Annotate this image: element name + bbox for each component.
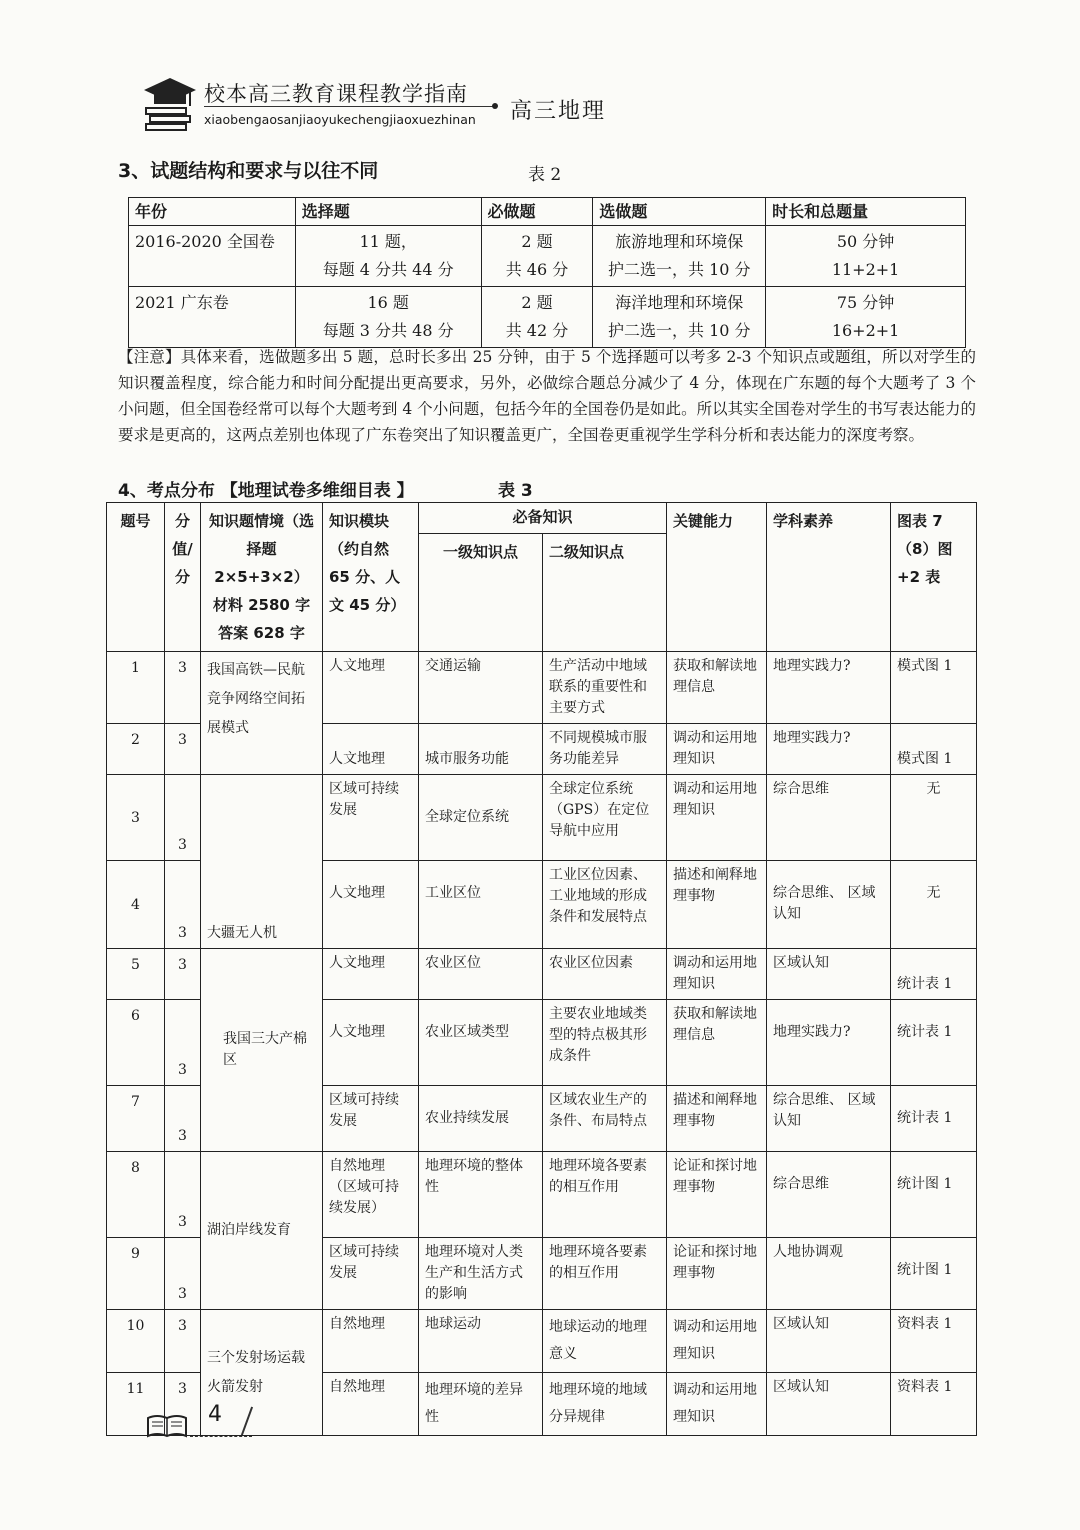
guide-title: 校本高三教育课程教学指南 (204, 82, 468, 106)
chart-cell: 无 (891, 775, 977, 861)
table3-label: 表 3 (498, 481, 533, 501)
question-score: 3 (165, 949, 201, 1000)
col-header-chart: 图表 7（8）图+2 表 (891, 503, 977, 652)
module-cell: 自然地理 (323, 1310, 419, 1373)
optional-line2: 护二选一，共 10 分 (608, 321, 751, 340)
table-header-row (129, 198, 966, 226)
exam-structure-table (128, 197, 966, 348)
level2-cell: 地理环境各要素的相互作用 (543, 1152, 667, 1238)
module-cell: 区域可持续发展 (323, 1238, 419, 1310)
level2-cell: 地理环境各要素的相互作用 (543, 1238, 667, 1310)
question-score: 3 (165, 1152, 201, 1238)
table-row (107, 775, 977, 861)
level2-cell: 主要农业地域类型的特点极其形成条件 (543, 1000, 667, 1086)
optional-cell (593, 226, 766, 287)
question-score: 3 (165, 724, 201, 775)
ability-cell: 描述和阐释地理事物 (667, 1086, 767, 1152)
mc-cell (295, 226, 481, 287)
ability-cell: 调动和运用地理知识 (667, 775, 767, 861)
required-score: 共 46 分 (505, 260, 569, 279)
module-cell: 人文地理 (323, 652, 419, 724)
chart-cell: 资料表 1 (891, 1373, 977, 1436)
table-row (129, 226, 966, 287)
duration-cell (766, 287, 966, 348)
col-header-required: 必做题 (481, 198, 593, 226)
question-score: 3 (165, 1373, 201, 1436)
col-header-year: 年份 (129, 198, 296, 226)
table-row (107, 1310, 977, 1373)
level1-cell: 全球定位系统 (419, 775, 543, 861)
situation-cell: 三个发射场运载火箭发射 (201, 1310, 323, 1436)
module-cell: 人文地理 (323, 949, 419, 1000)
subject-label: 高三地理 (510, 99, 607, 124)
col-header-situation: 知识题情境（选择题 2×5+3×2）材料 2580 字 答案 628 字 (201, 503, 323, 652)
table-header-row (107, 503, 977, 534)
ability-cell: 获取和解读地理信息 (667, 652, 767, 724)
question-no: 6 (107, 1000, 165, 1086)
question-score: 3 (165, 775, 201, 861)
level1-cell: 农业持续发展 (419, 1086, 543, 1152)
ability-cell: 论证和探讨地理事物 (667, 1152, 767, 1238)
module-cell: 区域可持续发展 (323, 1086, 419, 1152)
literacy-cell: 区域认知 (767, 1310, 891, 1373)
level1-cell: 城市服务功能 (419, 724, 543, 775)
required-cell (481, 226, 593, 287)
table-row (129, 287, 966, 348)
literacy-cell: 区域认知 (767, 949, 891, 1000)
literacy-cell: 综合思维 (767, 1152, 891, 1238)
section4-heading: 4、考点分布 【地理试卷多维细目表 】 (118, 481, 414, 501)
level2-cell: 工业区位因素、工业地域的形成条件和发展特点 (543, 861, 667, 949)
literacy-cell: 地理实践力? (767, 652, 891, 724)
mc-score: 每题 4 分共 44 分 (322, 260, 454, 279)
literacy-cell: 综合思维、 区域认知 (767, 1086, 891, 1152)
question-count: 16+2+1 (831, 321, 900, 340)
level1-cell: 工业区位 (419, 861, 543, 949)
duration: 50 分钟 (836, 232, 895, 251)
question-no: 9 (107, 1238, 165, 1310)
page-rule (190, 1436, 252, 1437)
chart-cell: 资料表 1 (891, 1310, 977, 1373)
ability-cell: 调动和运用地理知识 (667, 1373, 767, 1436)
question-no: 1 (107, 652, 165, 724)
module-cell: 人文地理 (323, 724, 419, 775)
literacy-cell: 地理实践力? (767, 724, 891, 775)
chart-cell: 模式图 1 (891, 652, 977, 724)
page-footer (146, 1402, 266, 1442)
ability-cell: 调动和运用地理知识 (667, 949, 767, 1000)
literacy-cell: 人地协调观 (767, 1238, 891, 1310)
chart-cell: 统计表 1 (891, 1000, 977, 1086)
col-header-module: 知识模块（约自然 65 分、人文 45 分） (323, 503, 419, 652)
col-header-level2: 二级知识点 (543, 533, 667, 651)
question-no: 8 (107, 1152, 165, 1238)
graduation-cap-books-icon (140, 72, 200, 132)
level2-cell: 地理环境的地域分异规律 (543, 1373, 667, 1436)
question-no: 7 (107, 1086, 165, 1152)
required-count: 2 题 (521, 293, 553, 312)
col-header-ability: 关键能力 (667, 503, 767, 652)
level1-cell: 交通运输 (419, 652, 543, 724)
ability-cell: 描述和阐释地理事物 (667, 861, 767, 949)
situation-cell: 我国高铁—民航竞争网络空间拓展模式 (201, 652, 323, 775)
page-slash (241, 1407, 253, 1436)
required-score: 共 42 分 (505, 321, 569, 340)
ability-cell: 调动和运用地理知识 (667, 724, 767, 775)
situation-cell: 大疆无人机 (201, 775, 323, 949)
mc-count: 11 题， (359, 232, 417, 251)
question-score: 3 (165, 861, 201, 949)
chart-cell: 无 (891, 861, 977, 949)
question-score: 3 (165, 652, 201, 724)
col-header-mc: 选择题 (295, 198, 481, 226)
level2-cell: 不同规模城市服务功能差异 (543, 724, 667, 775)
question-no: 4 (107, 861, 165, 949)
col-header-no: 题号 (107, 503, 165, 652)
question-no: 5 (107, 949, 165, 1000)
level1-cell: 农业区域类型 (419, 1000, 543, 1086)
question-score: 3 (165, 1086, 201, 1152)
question-score: 3 (165, 1238, 201, 1310)
page-number: 4 (208, 1402, 222, 1427)
ability-cell: 论证和探讨地理事物 (667, 1238, 767, 1310)
duration: 75 分钟 (836, 293, 895, 312)
open-book-icon (146, 1412, 188, 1438)
col-header-score: 分值/分 (165, 503, 201, 652)
chart-cell: 统计图 1 (891, 1238, 977, 1310)
table-row (107, 652, 977, 724)
optional-line2: 护二选一，共 10 分 (608, 260, 751, 279)
module-cell: 人文地理 (323, 1000, 419, 1086)
optional-line1: 海洋地理和环境保 (615, 293, 744, 312)
header-dot (492, 103, 498, 109)
module-cell: 自然地理 (323, 1373, 419, 1436)
optional-line1: 旅游地理和环境保 (615, 232, 744, 251)
required-count: 2 题 (521, 232, 553, 251)
required-cell (481, 287, 593, 348)
col-header-duration: 时长和总题量 (766, 198, 966, 226)
situation-cell: 我国三大产棉区 (201, 949, 323, 1152)
literacy-cell: 综合思维 (767, 775, 891, 861)
question-score: 3 (165, 1310, 201, 1373)
col-header-optional: 选做题 (593, 198, 766, 226)
table-row (107, 1152, 977, 1238)
question-count: 11+2+1 (831, 260, 900, 279)
situation-cell: 湖泊岸线发育 (201, 1152, 323, 1310)
page-header (140, 72, 660, 134)
level2-cell: 地球运动的地理意义 (543, 1310, 667, 1373)
module-cell: 人文地理 (323, 861, 419, 949)
guide-pinyin: xiaobengaosanjiaoyukechengjiaoxuezhinan (204, 112, 476, 127)
header-rule (204, 106, 494, 107)
level1-cell: 地理环境的整体性 (419, 1152, 543, 1238)
exam-breakdown-table (106, 502, 977, 1436)
level2-cell: 农业区位因素 (543, 949, 667, 1000)
col-header-level1: 一级知识点 (419, 533, 543, 651)
chart-cell: 统计图 1 (891, 1152, 977, 1238)
level2-cell: 全球定位系统（GPS）在定位导航中应用 (543, 775, 667, 861)
literacy-cell: 综合思维、 区域认知 (767, 861, 891, 949)
level1-cell: 农业区位 (419, 949, 543, 1000)
year-cell: 2021 广东卷 (129, 287, 296, 348)
question-score: 3 (165, 1000, 201, 1086)
level2-cell: 区域农业生产的条件、布局特点 (543, 1086, 667, 1152)
chart-cell: 模式图 1 (891, 724, 977, 775)
chart-cell: 统计表 1 (891, 1086, 977, 1152)
table2-label: 表 2 (528, 165, 562, 185)
level2-cell: 生产活动中地域联系的重要性和主要方式 (543, 652, 667, 724)
question-no: 10 (107, 1310, 165, 1373)
optional-cell (593, 287, 766, 348)
section3-heading: 3、试题结构和要求与以往不同 (118, 160, 379, 182)
mc-score: 每题 3 分共 48 分 (322, 321, 454, 340)
ability-cell: 调动和运用地理知识 (667, 1310, 767, 1373)
ability-cell: 获取和解读地理信息 (667, 1000, 767, 1086)
module-cell: 自然地理（区域可持续发展） (323, 1152, 419, 1238)
table-row (107, 949, 977, 1000)
chart-cell: 统计表 1 (891, 949, 977, 1000)
question-no: 11 (107, 1373, 165, 1436)
mc-cell (295, 287, 481, 348)
literacy-cell: 地理实践力? (767, 1000, 891, 1086)
note-paragraph: 【注意】具体来看，选做题多出 5 题，总时长多出 25 分钟，由于 5 个选择题可以考多 2-3 个知识点或题组，所以对学生的知识覆盖程度，综合能力和时间分配提出更高要求，另外，必做综合题总分减少了 4 分，体现在广东题的每个大题考了 3 个小问题，但全国卷经常可以每个大题考到 4 个小问题，包括今年的全国卷仍是如此。所以其实全国卷对学生的书写表达能力的要求是更高的，这两点差别也体现了广东卷突出了知识覆盖更广，全国卷更重视学生学科分析和表达能力的深度考察。 (118, 348, 976, 444)
level1-cell: 地理环境的差异性 (419, 1373, 543, 1436)
col-header-required-knowledge: 必备知识 (419, 503, 667, 534)
duration-cell (766, 226, 966, 287)
level1-cell: 地球运动 (419, 1310, 543, 1373)
literacy-cell: 区域认知 (767, 1373, 891, 1436)
level1-cell: 地理环境对人类生产和生活方式的影响 (419, 1238, 543, 1310)
col-header-literacy: 学科素养 (767, 503, 891, 652)
module-cell: 区域可持续发展 (323, 775, 419, 861)
year-cell: 2016-2020 全国卷 (129, 226, 296, 287)
mc-count: 16 题 (367, 293, 409, 312)
question-no: 2 (107, 724, 165, 775)
question-no: 3 (107, 775, 165, 861)
